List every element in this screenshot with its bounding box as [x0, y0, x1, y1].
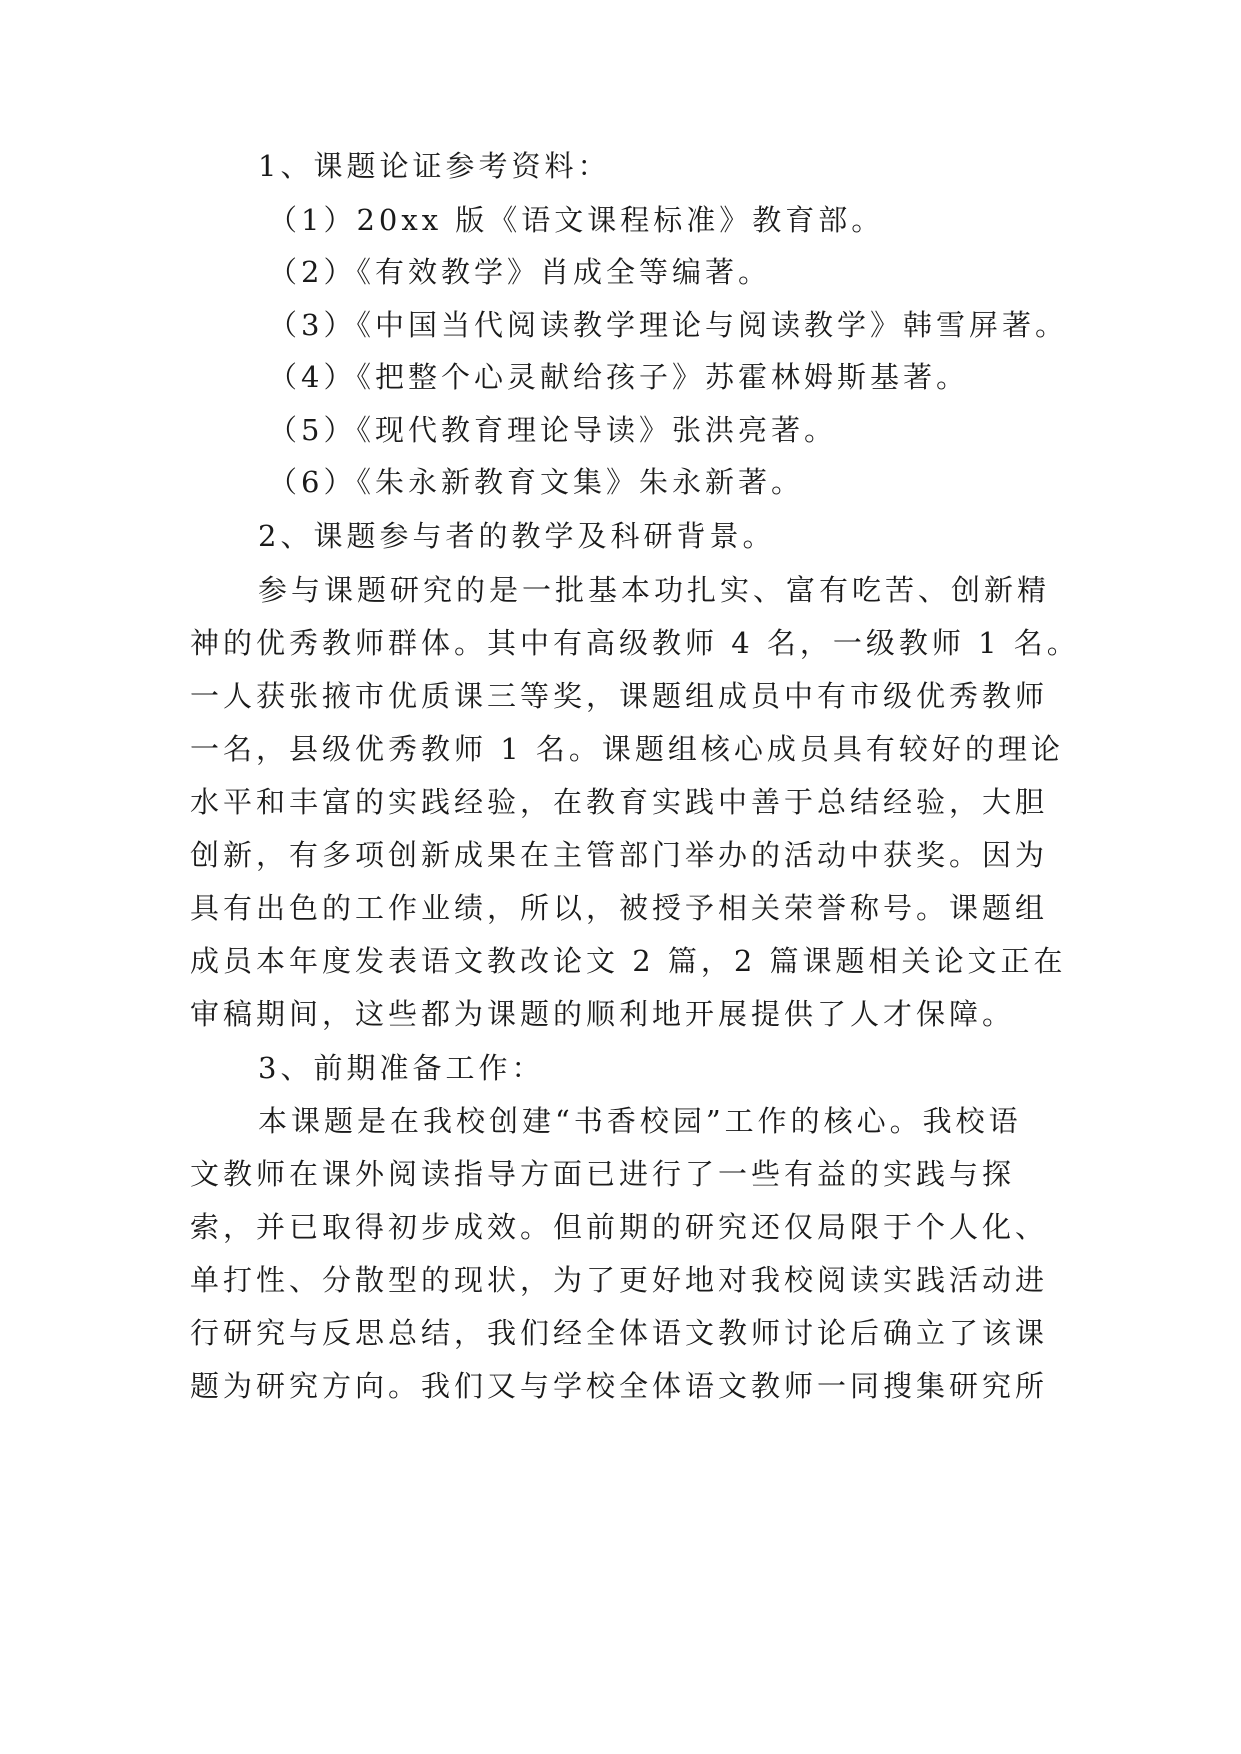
paragraph-line: 创新，有多项创新成果在主管部门举办的活动中获奖。因为 [190, 838, 1049, 872]
paragraph-line: 文教师在课外阅读指导方面已进行了一些有益的实践与探 [190, 1157, 1016, 1191]
reference-item-4: （4）《把整个心灵献给孩子》苏霍林姆斯基著。 [268, 360, 969, 394]
paragraph-line: 单打性、分散型的现状，为了更好地对我校阅读实践活动进 [190, 1263, 1049, 1297]
paragraph-line: 题为研究方向。我们又与学校全体语文教师一同搜集研究所 [190, 1369, 1049, 1403]
paragraph-line: 参与课题研究的是一批基本功扎实、富有吃苦、创新精 [258, 573, 1051, 607]
paragraph-line: 具有出色的工作业绩，所以，被授予相关荣誉称号。课题组 [190, 891, 1049, 925]
section-heading-1: 1、课题论证参考资料： [258, 149, 611, 183]
section-heading-2: 2、课题参与者的教学及科研背景。 [258, 519, 776, 553]
paragraph-line: 水平和丰富的实践经验，在教育实践中善于总结经验，大胆 [190, 785, 1049, 819]
reference-item-6: （6）《朱永新教育文集》朱永新著。 [268, 465, 804, 499]
paragraph-line: 一名，县级优秀教师 1 名。课题组核心成员具有较好的理论 [190, 732, 1064, 766]
paragraph-line: 神的优秀教师群体。其中有高级教师 4 名，一级教师 1 名。 [190, 626, 1080, 660]
paragraph-line: 索，并已取得初步成效。但前期的研究还仅局限于个人化、 [190, 1210, 1049, 1244]
paragraph-line: 行研究与反思总结，我们经全体语文教师讨论后确立了该课 [190, 1316, 1049, 1350]
reference-item-2: （2）《有效教学》肖成全等编著。 [268, 255, 771, 289]
reference-item-1: （1）20xx 版《语文课程标准》教育部。 [268, 203, 885, 237]
paragraph-line: 本课题是在我校创建“书香校园”工作的核心。我校语 [258, 1104, 1022, 1138]
paragraph-line: 一人获张掖市优质课三等奖，课题组成员中有市级优秀教师 [190, 679, 1049, 713]
reference-item-3: （3）《中国当代阅读教学理论与阅读教学》韩雪屏著。 [268, 308, 1068, 342]
section-heading-3: 3、前期准备工作： [258, 1051, 545, 1085]
paragraph-line: 审稿期间，这些都为课题的顺利地开展提供了人才保障。 [190, 997, 1016, 1031]
paragraph-line: 成员本年度发表语文教改论文 2 篇，2 篇课题相关论文正在 [190, 944, 1067, 978]
reference-item-5: （5）《现代教育理论导读》张洪亮著。 [268, 413, 837, 447]
